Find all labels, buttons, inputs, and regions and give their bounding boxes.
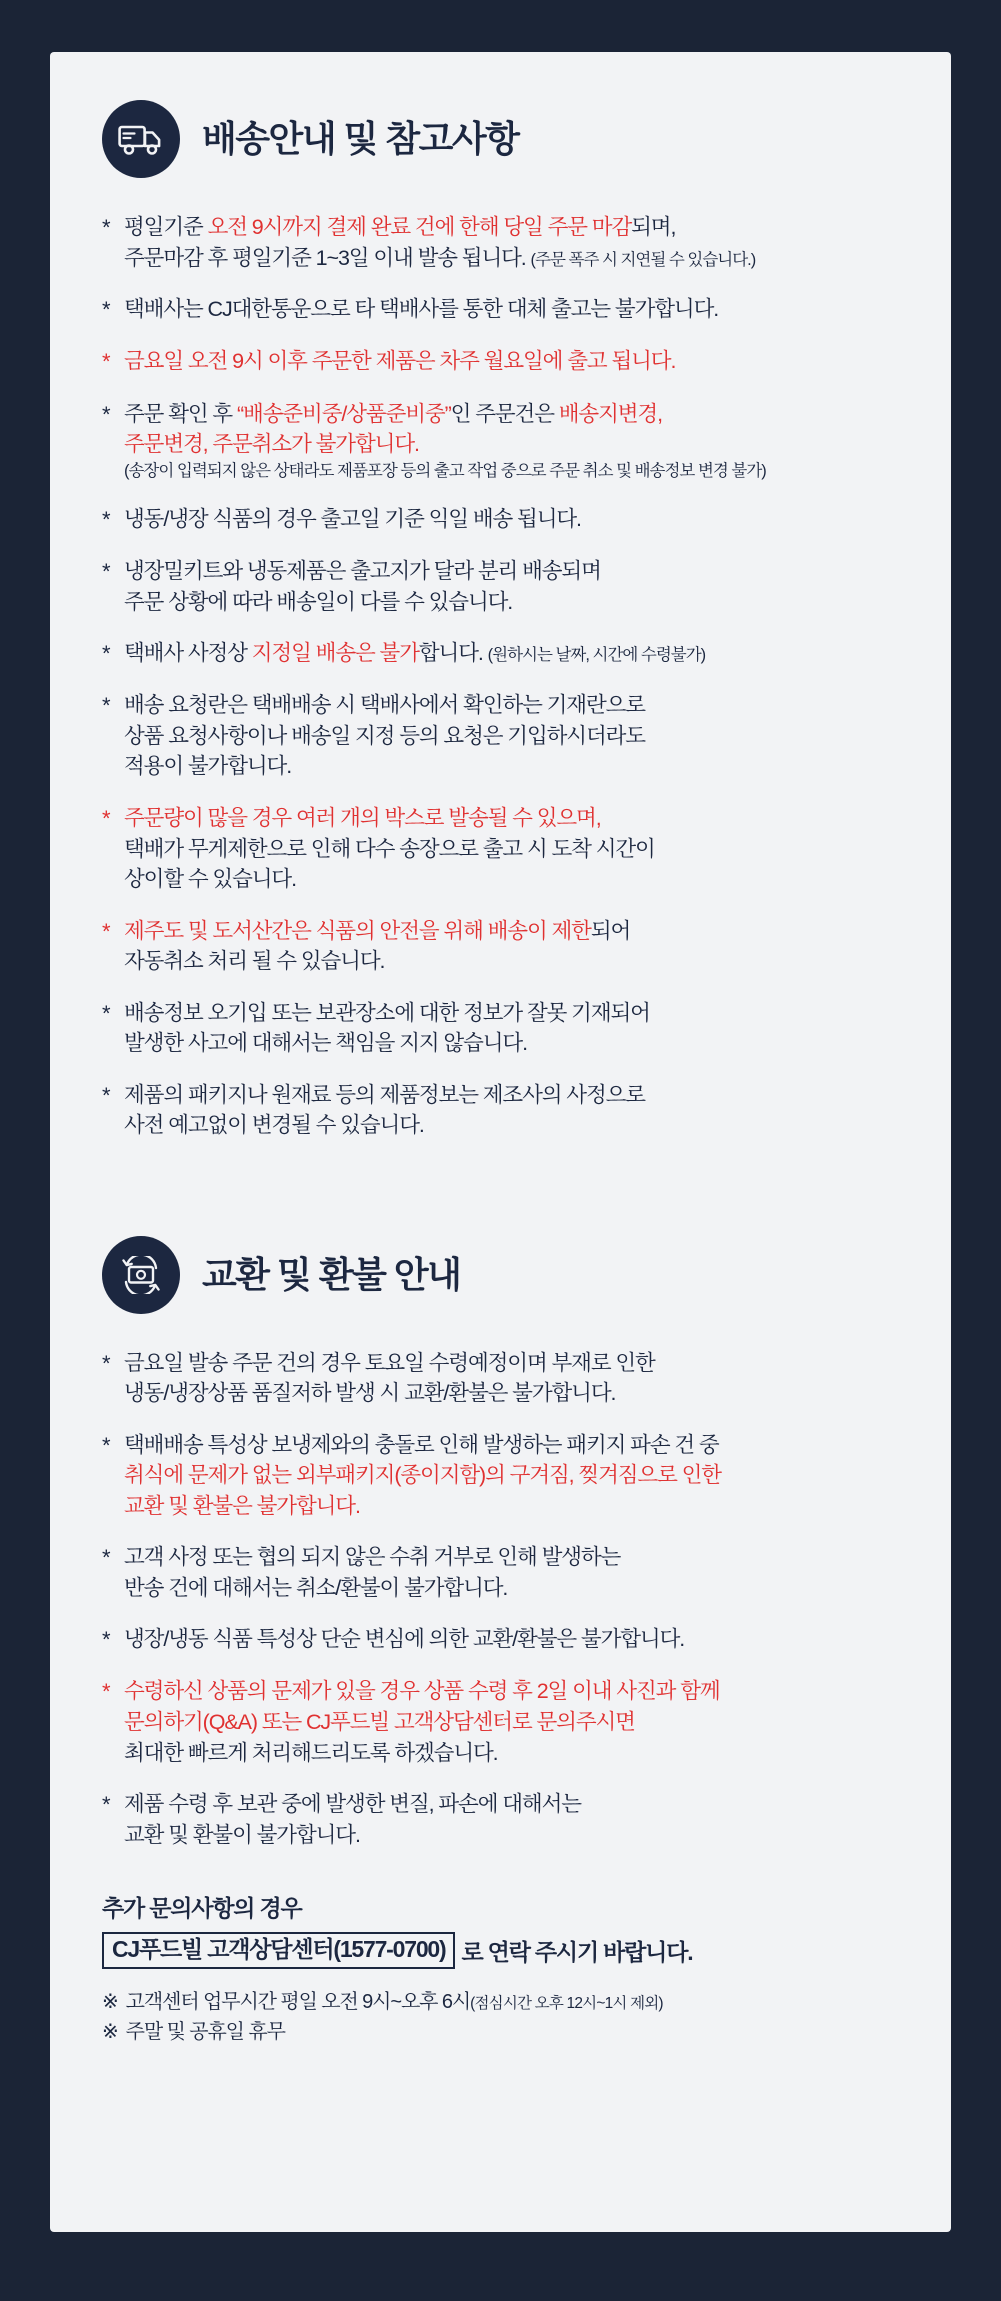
- delivery-truck-icon: [102, 100, 180, 178]
- exchange-refund-icon: [102, 1236, 180, 1314]
- notice-text: 택배배송 특성상 보냉제와의 충돌로 인해 발생하는 패키지 파손 건 중 취식에 문제가 없는 외부패키지(종이지함)의 구겨짐, 찢겨짐으로 인한 교환 및 환불은 불가합니다.: [124, 1432, 721, 1518]
- bullet-star: *: [102, 1627, 110, 1653]
- note-mark-icon: ※: [102, 2020, 118, 2043]
- foot-note-holiday: [102, 2017, 899, 2047]
- bullet-star: *: [102, 641, 110, 667]
- notice-text: 고객 사정 또는 협의 되지 않은 수취 거부로 인해 발생하는 반송 건에 대해서는 취소/환불이 불가합니다.: [124, 1545, 621, 1600]
- contact-block: [102, 1890, 899, 2046]
- note-text: 주말 및 공휴일 휴무: [125, 2020, 285, 2043]
- section-title-delivery: 배송안내 및 참고사항: [202, 118, 519, 160]
- customer-center-badge[interactable]: CJ푸드빌 고객상담센터(1577-0700): [102, 1932, 455, 1968]
- list-item: [102, 1080, 899, 1141]
- note-main: 고객센터 업무시간 평일 오전 9시~오후 6시: [125, 1990, 471, 2013]
- foot-note-hours: [102, 1987, 899, 2017]
- notice-text: 제품의 패키지나 원재료 등의 제품정보는 제조사의 사정으로 사전 예고없이 변경될 수 있습니다.: [124, 1082, 645, 1138]
- bullet-star: *: [102, 1792, 110, 1818]
- bullet-star: *: [102, 1432, 110, 1458]
- bullet-star: *: [102, 215, 110, 240]
- list-item: [102, 1430, 899, 1522]
- bullet-star: *: [102, 506, 110, 532]
- note-tail: (점심시간 오후 12시~1시 제외): [470, 1994, 663, 2012]
- list-item: [102, 803, 899, 895]
- list-item: [102, 399, 899, 483]
- contact-center-line: [102, 1932, 899, 1968]
- list-item: [102, 1542, 899, 1603]
- notice-text: 주문 확인 후 “배송준비중/상품준비중”인 주문건은 배송지변경, 주문변경, 주문취소가 불가합니다. (송장이 입력되지 않은 상태라도 제품포장 등의 출고 작업 중으로 주문 취소 및 배송정보 변경 불가): [124, 401, 766, 480]
- info-card: [50, 52, 951, 2232]
- notice-text: 제품 수령 후 보관 중에 발생한 변질, 파손에 대해서는 교환 및 환불이 불가합니다.: [124, 1792, 581, 1847]
- list-item: [102, 1676, 899, 1768]
- notice-text: 배송 요청란은 택배배송 시 택배사에서 확인하는 기재란으로 상품 요청사항이나 배송일 지정 등의 요청은 기입하시더라도 적용이 불가합니다.: [124, 693, 645, 779]
- bullet-star: *: [102, 693, 110, 719]
- notice-text: 금요일 발송 주문 건의 경우 토요일 수령예정이며 부재로 인한 냉동/냉장상품 품질저하 발생 시 교환/환불은 불가합니다.: [124, 1350, 655, 1406]
- section-spacer: [102, 1162, 899, 1236]
- section-header-delivery: [102, 100, 899, 178]
- notice-text: 수령하신 상품의 문제가 있을 경우 상품 수령 후 2일 이내 사진과 함께 문의하기(Q&A) 또는 CJ푸드빌 고객상담센터로 문의주시면 최대한 빠르게 처리해드리도록 하겠습니다.: [124, 1679, 720, 1765]
- list-item: [102, 294, 899, 325]
- bullet-star: *: [102, 1082, 110, 1108]
- notice-text: 냉동/냉장 식품의 경우 출고일 기준 익일 배송 됩니다.: [124, 506, 581, 531]
- list-item: [102, 1624, 899, 1655]
- contact-after-text: 로 연락 주시기 바랍니다.: [461, 1938, 693, 1965]
- list-item: [102, 212, 899, 273]
- notice-text: 금요일 오전 9시 이후 주문한 제품은 차주 월요일에 출고 됩니다.: [124, 349, 676, 374]
- notice-text: 택배사 사정상 지정일 배송은 불가합니다. (원하시는 날짜, 시간에 수령불가): [124, 641, 706, 666]
- bullet-star: *: [102, 349, 110, 375]
- list-item: [102, 998, 899, 1059]
- notice-text: 주문량이 많을 경우 여러 개의 박스로 발송될 수 있으며, 택배가 무게제한으로 인해 다수 송장으로 출고 시 도착 시간이 상이할 수 있습니다.: [124, 806, 655, 892]
- notice-text: 제주도 및 도서산간은 식품의 안전을 위해 배송이 제한되어 자동취소 처리 될 수 있습니다.: [124, 918, 631, 974]
- list-item: [102, 556, 899, 617]
- bullet-star: *: [102, 297, 110, 323]
- notice-text: 배송정보 오기입 또는 보관장소에 대한 정보가 잘못 기재되어 발생한 사고에 대해서는 책임을 지지 않습니다.: [124, 1000, 650, 1056]
- list-item: [102, 1789, 899, 1850]
- bullet-star: *: [102, 1679, 110, 1705]
- contact-lead: 추가 문의사항의 경우: [102, 1895, 302, 1922]
- note-text: [126, 1987, 663, 2017]
- bullet-star: *: [102, 1350, 110, 1376]
- list-item: [102, 690, 899, 782]
- bullet-star: *: [102, 1545, 110, 1571]
- notice-text: 냉장/냉동 식품 특성상 단순 변심에 의한 교환/환불은 불가합니다.: [124, 1627, 685, 1652]
- section-header-refund: [102, 1236, 899, 1314]
- bullet-star: *: [102, 918, 110, 944]
- list-item: [102, 346, 899, 377]
- list-item: [102, 1348, 899, 1409]
- list-item: [102, 638, 899, 669]
- bullet-star: *: [102, 559, 110, 585]
- list-item: [102, 504, 899, 535]
- refund-notice-list: [102, 1348, 899, 1850]
- bullet-star: *: [102, 401, 110, 427]
- note-mark-icon: ※: [102, 1990, 118, 2013]
- delivery-notice-list: [102, 212, 899, 1141]
- notice-text: 택배사는 CJ대한통운으로 타 택배사를 통한 대체 출고는 불가합니다.: [124, 297, 719, 322]
- list-item: [102, 916, 899, 977]
- bullet-star: *: [102, 806, 110, 831]
- section-title-refund: 교환 및 환불 안내: [202, 1253, 461, 1295]
- notice-text: 평일기준 오전 9시까지 결제 완료 건에 한해 당일 주문 마감되며, 주문마감 후 평일기준 1~3일 이내 발송 됩니다. (주문 폭주 시 지연될 수 있습니다.): [124, 215, 756, 270]
- notice-text: 냉장밀키트와 냉동제품은 출고지가 달라 분리 배송되며 주문 상황에 따라 배송일이 다를 수 있습니다.: [124, 559, 601, 614]
- bullet-star: *: [102, 1000, 110, 1026]
